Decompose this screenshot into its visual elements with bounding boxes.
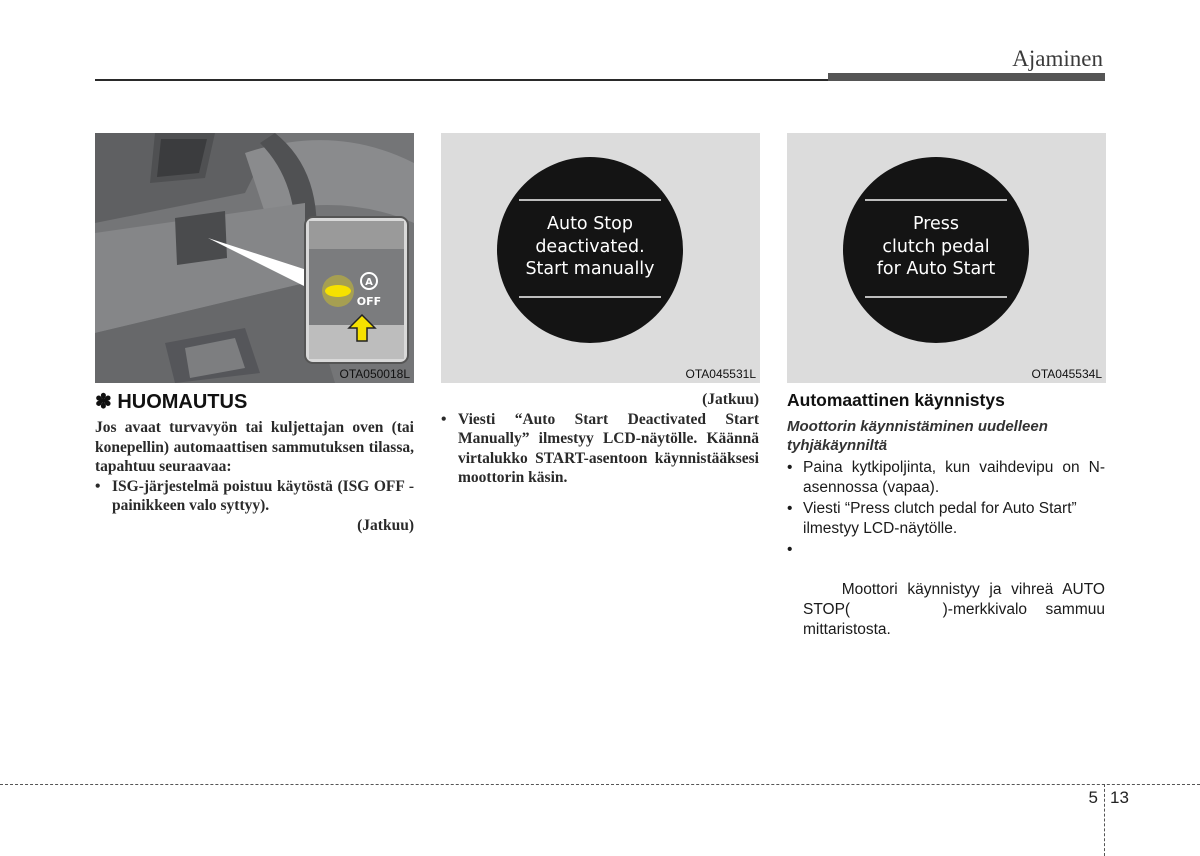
section-heading: Automaattinen käynnistys	[787, 390, 1005, 410]
note-bullet	[95, 477, 414, 516]
display-divider-top	[519, 199, 661, 201]
lcd-message	[849, 213, 1023, 281]
header-rule-bold	[828, 73, 1105, 81]
isg-off-label: OFF	[356, 295, 382, 308]
section-number: 5	[1088, 788, 1098, 807]
figure-code: OTA045531L	[685, 367, 756, 381]
list-item	[787, 499, 1105, 539]
footer-rule	[0, 784, 1200, 785]
figure-code: OTA045534L	[1031, 367, 1102, 381]
continued-top-label: (Jatkuu)	[702, 391, 759, 408]
footer-divider	[1104, 784, 1105, 856]
figure-press-clutch-pedal	[787, 133, 1106, 383]
page-number: 13	[1110, 788, 1129, 807]
display-divider-bottom	[865, 296, 1007, 298]
bullet-dot: •	[441, 410, 447, 428]
header-rule	[95, 79, 828, 81]
lcd-message	[503, 213, 677, 281]
svg-text:A: A	[365, 277, 373, 288]
lcd-display	[843, 157, 1029, 343]
continued-bullet-text: Viesti “Auto Start Deactivated Start Manually” ilmestyy LCD-näytölle. Käännä virtalukko START-asentoon käynnistääksesi moottorin käsin.	[458, 410, 759, 487]
section-list	[787, 458, 1110, 661]
bullet-dot: •	[787, 541, 793, 558]
bullet-dot: •	[95, 477, 101, 495]
note-bullet-text: ISG-järjestelmä poistuu käytöstä (ISG OFF -painikkeen valo syttyy).	[112, 477, 414, 515]
note-body	[95, 418, 414, 536]
note-paragraph: Jos avaat turvavyön tai kuljettajan oven (tai konepellin) automaattisen sammutuksen tilassa, tapahtuu seuraavaa:	[95, 419, 414, 476]
bullet-dot: •	[787, 500, 793, 517]
list-item	[787, 540, 1110, 660]
display-divider-bottom	[519, 296, 661, 298]
list-item	[787, 458, 1105, 498]
list-item-text: Paina kytkipoljinta, kun vaihdevipu on N-asennossa (vapaa).	[803, 459, 1105, 496]
continued-note	[441, 390, 759, 488]
continued-label: (Jatkuu)	[357, 516, 414, 534]
running-header: Ajaminen	[1012, 46, 1103, 71]
figure-code: OTA050018L	[339, 367, 410, 381]
continued-bullet	[441, 410, 759, 488]
list-item-text: Moottori käynnistyy ja vihreä AUTO STOP( )-merkkivalo sammuu mittaristosta.	[803, 581, 1110, 638]
bullet-dot: •	[787, 459, 793, 476]
lcd-line: for Auto Start	[876, 259, 996, 279]
lcd-display	[497, 157, 683, 343]
list-item-text: Viesti “Press clutch pedal for Auto Start” ilmestyy LCD-näytölle.	[803, 500, 1077, 537]
figure-isg-off-button	[95, 133, 414, 383]
dashboard-illustration	[95, 133, 414, 383]
lcd-line: Start manually	[525, 259, 655, 279]
lcd-line: clutch pedal	[882, 236, 990, 257]
lcd-line: Press	[912, 214, 960, 234]
section-subheading: Moottorin käynnistäminen uudelleen tyhjäkäynniltä	[787, 418, 1048, 454]
figure-auto-stop-deactivated	[441, 133, 760, 383]
display-divider-top	[865, 199, 1007, 201]
note-heading: ✽ HUOMAUTUS	[95, 391, 248, 413]
lcd-line: Auto Stop	[547, 214, 633, 234]
lcd-line: deactivated.	[535, 236, 645, 257]
